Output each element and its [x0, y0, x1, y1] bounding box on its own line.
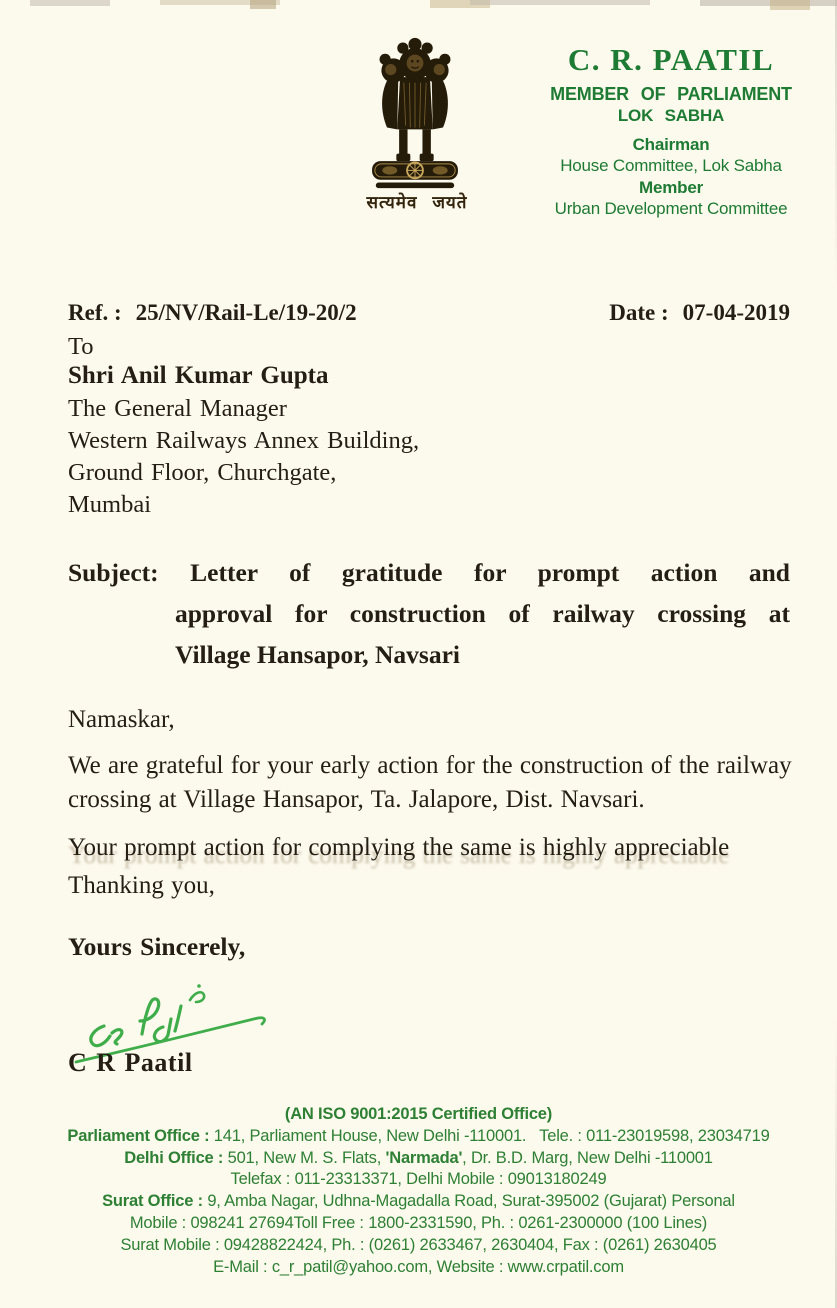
footer-surat-office [24, 1191, 813, 1213]
footer-delhi-office [24, 1148, 813, 1170]
date-value: 07-04-2019 [682, 300, 790, 325]
sender-role-member: Member [639, 178, 703, 197]
scan-artifact [700, 0, 837, 6]
sender-title-loksabha: LOK SABHA [617, 106, 725, 125]
footer-email-line: E-Mail : c_r_patil@yahoo.com, Website : www.crpatil.com [213, 1257, 624, 1276]
recipient-address-line: Mumbai [68, 491, 152, 518]
footer-telefax-line: Telefax : 011-23313371, Delhi Mobile : 09013180249 [230, 1170, 607, 1189]
subject-line-2: approval for construction of railway crossing at [175, 599, 790, 628]
footer-delhi-narmada: 'Narmada' [385, 1148, 463, 1167]
recipient-name: Shri Anil Kumar Gupta [68, 362, 329, 389]
footer-iso-line: (AN ISO 9001:2015 Certified Office) [284, 1105, 553, 1123]
recipient-address-line: The General Manager [68, 395, 287, 422]
footer-parliament-label: Parliament Office : [67, 1126, 210, 1145]
footer-surat-label: Surat Office : [102, 1192, 203, 1211]
signatory-name: C R Paatil [68, 1048, 193, 1077]
emblem-motto: सत्यमेव जयते [366, 193, 468, 213]
footer-parliament-office [24, 1126, 813, 1148]
footer-surat-detail: 9, Amba Nagar, Udhna-Magadalla Road, Surat-395002 (Gujarat) Personal [202, 1192, 735, 1211]
date-pair [609, 300, 790, 326]
scan-artifact [250, 0, 276, 9]
sender-title-parliament: MEMBER OF PARLIAMENT [550, 84, 792, 104]
recipient-address-line: Western Railways Annex Building, [68, 427, 420, 454]
recipient-to: To [68, 333, 94, 360]
recipient-address-line: Ground Floor, Churchgate, [68, 459, 337, 486]
sender-role-chairman: Chairman [632, 135, 710, 154]
footer-contact-block [24, 1104, 813, 1278]
ref-label: Ref. : [68, 300, 122, 325]
complimentary-close: Yours Sincerely, [68, 932, 246, 961]
scan-artifact [30, 0, 110, 6]
emblem-of-india [358, 36, 472, 195]
subject-block [68, 552, 790, 675]
thanking-line: Thanking you, [68, 872, 215, 899]
footer-delhi-detail: 501, New M. S. Flats, [223, 1148, 386, 1167]
sender-name: C. R. PAATIL [567, 42, 775, 77]
paragraph-1-line-2: crossing at Village Hansapor, Ta. Jalapore, Dist. Navsari. [68, 786, 645, 813]
scan-artifact [470, 0, 650, 5]
ref-value: 25/NV/Rail-Le/19-20/2 [135, 300, 357, 325]
paragraph-2: Your prompt action for complying the same is highly appreciable [68, 834, 730, 861]
scan-artifact [770, 0, 810, 10]
footer-delhi-detail-2: , Dr. B.D. Marg, New Delhi -110001 [462, 1148, 713, 1167]
footer-parliament-detail: 141, Parliament House, New Delhi -110001. Tele. : 011-23019598, 23034719 [209, 1126, 770, 1145]
footer-mobile-line: Mobile : 098241 27694Toll Free : 1800-2331590, Ph. : 0261-2300000 (100 Lines) [129, 1213, 708, 1232]
sender-role-member-detail: Urban Development Committee [554, 199, 788, 218]
subject-line-3: Village Hansapor, Navsari [175, 640, 461, 669]
footer-surat-mobile-line: Surat Mobile : 09428822424, Ph. : (0261) 2633467, 2630404, Fax : (0261) 2630405 [120, 1235, 717, 1254]
greeting: Namaskar, [68, 706, 175, 733]
ref-pair [68, 300, 357, 326]
date-label: Date : [609, 300, 669, 325]
paragraph-1-line-1: We are grateful for your early action for the construction of the railway [68, 752, 792, 779]
emblem-of-india-icon [359, 36, 471, 190]
ref-date-row [68, 300, 790, 326]
subject-line-1: Subject: Letter of gratitude for prompt action and [68, 558, 790, 587]
sender-role-chairman-detail: House Committee, Lok Sabha [560, 156, 782, 175]
footer-delhi-label: Delhi Office : [124, 1148, 224, 1167]
